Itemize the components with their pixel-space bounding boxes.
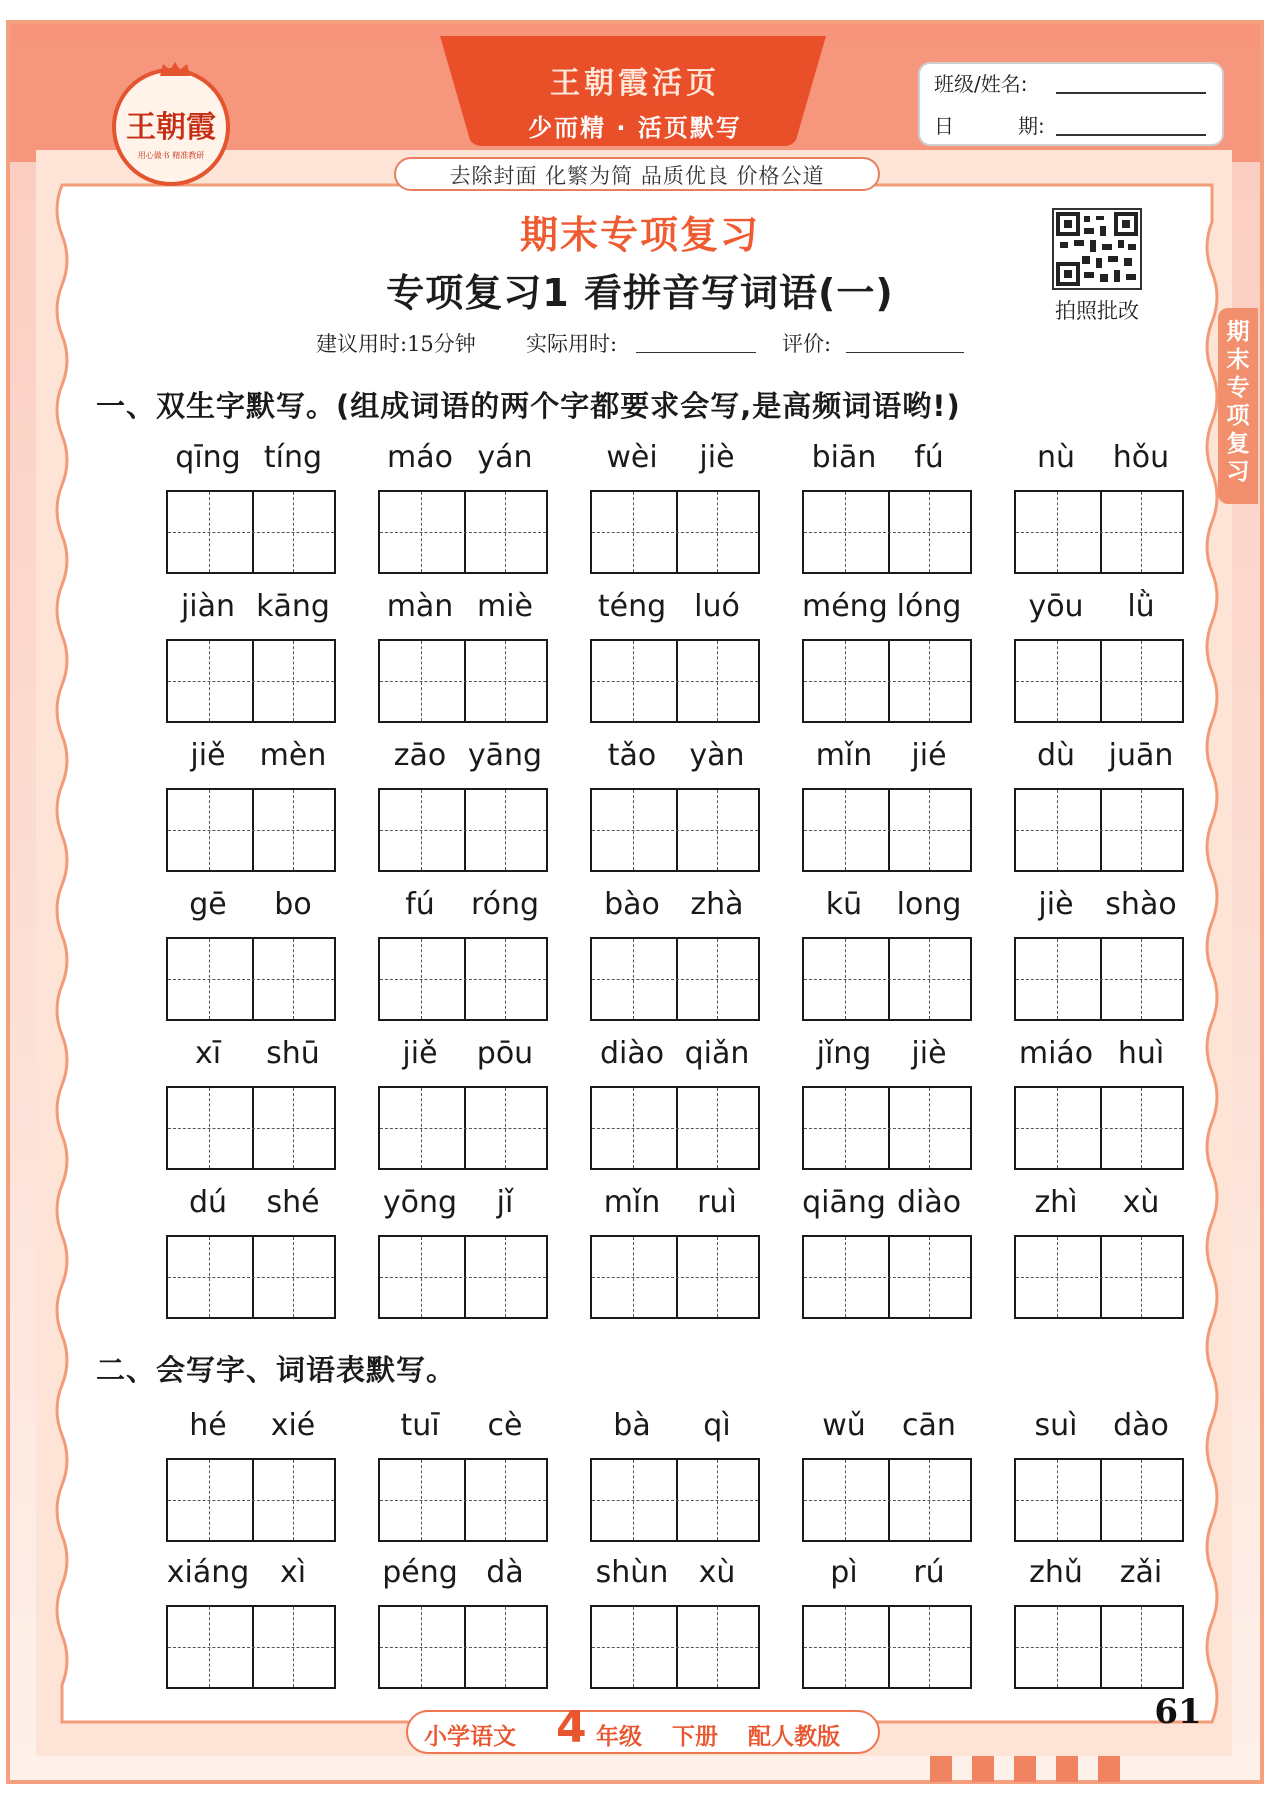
pinyin-row (1014, 887, 1184, 923)
pinyin-row (802, 1185, 972, 1221)
grid-guide-line (168, 830, 334, 831)
pinyin-syllable: juān (1108, 738, 1174, 773)
pinyin-syllable: téng (597, 589, 667, 624)
pinyin-syllable: xié (270, 1408, 316, 1443)
pinyin-syllable: wǔ (822, 1408, 866, 1443)
qr-caption: 拍照批改 (1055, 299, 1139, 323)
grid-guide-line (1016, 1500, 1182, 1501)
writing-boxes[interactable] (166, 788, 336, 872)
writing-boxes[interactable] (802, 788, 972, 872)
pinyin-syllable: biān (811, 440, 877, 475)
pinyin-syllable: wèi (606, 440, 658, 475)
pinyin-syllable: cè (487, 1408, 523, 1443)
grid-guide-line (804, 830, 970, 831)
grid-guide-line (592, 532, 758, 533)
pinyin-syllable: lóng (896, 589, 962, 624)
pinyin-syllable: shū (266, 1036, 320, 1071)
writing-boxes[interactable] (802, 1086, 972, 1170)
pinyin-row (378, 738, 548, 774)
tagline: 去除封面 化繁为简 品质优良 价格公道 (449, 164, 825, 188)
pinyin-row (378, 440, 548, 476)
writing-boxes[interactable] (378, 1235, 548, 1319)
pinyin-syllable: zhì (1034, 1185, 1078, 1220)
pinyin-syllable: shùn (595, 1555, 669, 1590)
grid-guide-line (592, 1500, 758, 1501)
pinyin-row (802, 589, 972, 625)
pinyin-syllable: bào (604, 887, 660, 922)
grid-guide-line (168, 532, 334, 533)
pinyin-syllable: qiāng (802, 1185, 886, 1220)
pinyin-row (166, 1036, 336, 1072)
pinyin-syllable: yàn (689, 738, 745, 773)
pinyin-syllable: jié (911, 738, 947, 773)
pinyin-syllable: xì (279, 1555, 307, 1590)
pinyin-syllable: jǐ (496, 1185, 514, 1220)
pinyin-syllable: diào (599, 1036, 665, 1071)
grid-guide-line (804, 681, 970, 682)
pinyin-row (378, 1408, 548, 1444)
grid-guide-line (1016, 681, 1182, 682)
writing-boxes[interactable] (590, 1235, 760, 1319)
pinyin-syllable: fú (914, 440, 944, 475)
pinyin-row (378, 1185, 548, 1221)
pinyin-syllable: xiáng (166, 1555, 250, 1590)
pinyin-syllable: zhà (690, 887, 744, 922)
pinyin-syllable: zhǔ (1029, 1555, 1083, 1590)
grid-guide-line (168, 1277, 334, 1278)
writing-boxes[interactable] (166, 1605, 336, 1689)
pinyin-syllable: xī (194, 1036, 222, 1071)
grid-guide-line (592, 1128, 758, 1129)
writing-boxes[interactable] (802, 639, 972, 723)
pinyin-syllable: zǎi (1119, 1555, 1163, 1590)
writing-boxes[interactable] (802, 1605, 972, 1689)
pinyin-row (378, 1555, 548, 1591)
pinyin-syllable: hé (189, 1408, 227, 1443)
evaluation-field[interactable] (846, 352, 964, 353)
pinyin-row (1014, 440, 1184, 476)
grid-guide-line (592, 681, 758, 682)
writing-boxes[interactable] (378, 788, 548, 872)
pinyin-syllable: suì (1034, 1408, 1078, 1443)
date-label-2: 期: (1018, 114, 1045, 138)
grid-guide-line (592, 830, 758, 831)
grid-guide-line (1016, 979, 1182, 980)
pinyin-syllable: jiè (911, 1036, 947, 1071)
writing-boxes[interactable] (802, 490, 972, 574)
pinyin-syllable: màn (386, 589, 454, 624)
pinyin-syllable: mǐn (815, 738, 873, 773)
grid-guide-line (380, 681, 546, 682)
writing-boxes[interactable] (378, 639, 548, 723)
grid-guide-line (1016, 830, 1182, 831)
pinyin-syllable: ruì (697, 1185, 737, 1220)
pinyin-syllable: dú (188, 1185, 228, 1220)
pinyin-syllable: jiě (190, 738, 226, 773)
footer-edition: 配人教版 (748, 1724, 840, 1750)
pinyin-row (378, 887, 548, 923)
pinyin-row (1014, 1185, 1184, 1221)
pinyin-syllable: kū (825, 887, 863, 922)
pinyin-row (166, 440, 336, 476)
writing-boxes[interactable] (1014, 788, 1184, 872)
grid-guide-line (380, 1647, 546, 1648)
writing-boxes[interactable] (378, 490, 548, 574)
pinyin-syllable: tǎo (607, 738, 657, 773)
pinyin-syllable: miáo (1018, 1036, 1094, 1071)
page-number: 61 (1154, 1692, 1202, 1732)
class-name-field[interactable] (1056, 92, 1206, 94)
suggested-time: 建议用时:15分钟 (316, 332, 476, 356)
pinyin-syllable: kāng (256, 589, 330, 624)
writing-boxes[interactable] (1014, 1458, 1184, 1542)
pinyin-row (166, 887, 336, 923)
pinyin-row (166, 589, 336, 625)
pinyin-syllable: dào (1113, 1408, 1169, 1443)
writing-boxes[interactable] (378, 1605, 548, 1689)
writing-boxes[interactable] (166, 937, 336, 1021)
qr-code-icon[interactable] (1052, 208, 1142, 290)
grid-guide-line (804, 1128, 970, 1129)
pinyin-syllable: gē (189, 887, 227, 922)
writing-boxes[interactable] (1014, 639, 1184, 723)
footer-volume: 下册 (672, 1724, 718, 1750)
pinyin-row (1014, 738, 1184, 774)
pinyin-syllable: cān (902, 1408, 956, 1443)
pinyin-syllable: dù (1036, 738, 1076, 773)
date-label-1: 日 (934, 114, 954, 138)
pinyin-syllable: fú (405, 887, 435, 922)
brand-name: 王朝霞活页 (550, 66, 720, 101)
main-title: 期末专项复习 (519, 213, 760, 257)
grid-guide-line (592, 1647, 758, 1648)
grid-guide-line (592, 979, 758, 980)
pinyin-syllable: yāng (467, 738, 543, 773)
pinyin-row (378, 589, 548, 625)
actual-time-label: 实际用时: (526, 332, 618, 356)
grid-guide-line (380, 1277, 546, 1278)
pinyin-syllable: qīng (175, 440, 241, 475)
pinyin-row (166, 738, 336, 774)
pinyin-syllable: tuī (400, 1408, 440, 1443)
date-field[interactable] (1056, 134, 1206, 136)
logo-text: 王朝霞 (126, 110, 216, 145)
grid-guide-line (380, 830, 546, 831)
writing-boxes[interactable] (590, 490, 760, 574)
pinyin-syllable: yōu (1028, 589, 1084, 624)
writing-boxes[interactable] (166, 639, 336, 723)
pinyin-syllable: jiè (1038, 887, 1074, 922)
pinyin-row (590, 1185, 760, 1221)
pinyin-row (1014, 1555, 1184, 1591)
writing-boxes[interactable] (166, 490, 336, 574)
brand-slogan: 少而精 · 活页默写 (528, 114, 742, 142)
grid-guide-line (380, 1500, 546, 1501)
pinyin-syllable: yán (477, 440, 533, 475)
grid-guide-line (168, 1647, 334, 1648)
pinyin-row (802, 1408, 972, 1444)
grid-guide-line (168, 1500, 334, 1501)
grid-guide-line (804, 1500, 970, 1501)
grid-guide-line (1016, 1277, 1182, 1278)
pinyin-syllable: xù (1122, 1185, 1160, 1220)
writing-boxes[interactable] (166, 1458, 336, 1542)
pinyin-syllable: nù (1036, 440, 1076, 475)
pinyin-syllable: pōu (476, 1036, 534, 1071)
pinyin-row (378, 1036, 548, 1072)
footer-grade-label: 年级 (596, 1724, 642, 1750)
writing-boxes[interactable] (590, 1086, 760, 1170)
pinyin-syllable: lǜ (1127, 589, 1155, 624)
writing-boxes[interactable] (590, 788, 760, 872)
logo-subtext: 用心做书 精准教研 (137, 151, 205, 160)
pinyin-row (802, 887, 972, 923)
grid-guide-line (804, 979, 970, 980)
section-1-title: 一、双生字默写。(组成词语的两个字都要求会写,是高频词语哟!) (96, 389, 961, 423)
pinyin-syllable: jiàn (180, 589, 236, 624)
grid-guide-line (1016, 1128, 1182, 1129)
pinyin-syllable: jiè (699, 440, 735, 475)
writing-boxes[interactable] (1014, 1605, 1184, 1689)
pinyin-syllable: diào (896, 1185, 962, 1220)
grid-guide-line (804, 532, 970, 533)
footer-subject: 小学语文 (424, 1724, 516, 1750)
pinyin-row (802, 1555, 972, 1591)
pinyin-row (802, 1036, 972, 1072)
pinyin-syllable: bo (274, 887, 312, 922)
sub-title: 专项复习1 看拼音写词语(一) (386, 271, 894, 315)
writing-boxes[interactable] (1014, 1086, 1184, 1170)
pinyin-syllable: miè (476, 589, 533, 624)
pinyin-syllable: rú (913, 1555, 945, 1590)
pinyin-row (590, 738, 760, 774)
pinyin-syllable: huì (1117, 1036, 1165, 1071)
actual-time-field[interactable] (636, 352, 756, 353)
pinyin-row (166, 1555, 336, 1591)
pinyin-row (166, 1408, 336, 1444)
pinyin-row (1014, 1408, 1184, 1444)
crown-icon (158, 60, 192, 78)
writing-boxes[interactable] (1014, 490, 1184, 574)
grid-guide-line (380, 532, 546, 533)
pinyin-syllable: shé (266, 1185, 320, 1220)
pinyin-row (802, 738, 972, 774)
pinyin-syllable: long (896, 887, 962, 922)
pinyin-syllable: máo (387, 440, 453, 475)
pinyin-row (166, 1185, 336, 1221)
writing-boxes[interactable] (378, 937, 548, 1021)
writing-boxes[interactable] (590, 639, 760, 723)
writing-boxes[interactable] (590, 1605, 760, 1689)
grid-guide-line (804, 1277, 970, 1278)
grid-guide-line (380, 979, 546, 980)
pinyin-syllable: mǐn (603, 1185, 661, 1220)
pinyin-syllable: tíng (263, 440, 323, 475)
evaluation-label: 评价: (782, 332, 832, 356)
pinyin-syllable: péng (382, 1555, 458, 1590)
writing-boxes[interactable] (1014, 1235, 1184, 1319)
pinyin-syllable: jiě (402, 1036, 438, 1071)
side-tab-label: 期末专项复习 (1226, 319, 1250, 485)
pinyin-syllable: zāo (393, 738, 447, 773)
pinyin-syllable: róng (470, 887, 540, 922)
pinyin-syllable: qì (703, 1408, 731, 1443)
pinyin-syllable: xù (698, 1555, 736, 1590)
writing-boxes[interactable] (802, 937, 972, 1021)
pinyin-row (590, 440, 760, 476)
pinyin-syllable: dà (486, 1555, 524, 1590)
pinyin-syllable: luó (694, 589, 740, 624)
pinyin-row (802, 440, 972, 476)
grid-guide-line (1016, 532, 1182, 533)
grid-guide-line (1016, 1647, 1182, 1648)
pinyin-row (590, 1555, 760, 1591)
class-name-label: 班级/姓名: (934, 72, 1028, 96)
writing-boxes[interactable] (378, 1086, 548, 1170)
pinyin-row (1014, 1036, 1184, 1072)
pinyin-row (590, 589, 760, 625)
pinyin-syllable: méng (802, 589, 888, 624)
grid-guide-line (804, 1647, 970, 1648)
pinyin-row (590, 1408, 760, 1444)
writing-boxes[interactable] (590, 937, 760, 1021)
pinyin-syllable: pì (830, 1555, 858, 1590)
footer-grade-number: 4 (556, 1702, 587, 1753)
writing-boxes[interactable] (590, 1458, 760, 1542)
grid-guide-line (168, 681, 334, 682)
writing-boxes[interactable] (166, 1086, 336, 1170)
pinyin-syllable: mèn (259, 738, 327, 773)
grid-guide-line (168, 979, 334, 980)
writing-boxes[interactable] (166, 1235, 336, 1319)
writing-boxes[interactable] (802, 1235, 972, 1319)
writing-boxes[interactable] (1014, 937, 1184, 1021)
pinyin-syllable: jǐng (816, 1036, 872, 1071)
grid-guide-line (168, 1128, 334, 1129)
pinyin-syllable: shào (1105, 887, 1177, 922)
pinyin-syllable: qiǎn (684, 1036, 750, 1071)
writing-boxes[interactable] (378, 1458, 548, 1542)
pinyin-row (590, 1036, 760, 1072)
pinyin-row (1014, 589, 1184, 625)
pinyin-syllable: yōng (382, 1185, 458, 1220)
grid-guide-line (592, 1277, 758, 1278)
section-2-title: 二、会写字、词语表默写。 (96, 1353, 457, 1387)
writing-boxes[interactable] (802, 1458, 972, 1542)
grid-guide-line (380, 1128, 546, 1129)
pinyin-syllable: hǒu (1112, 440, 1170, 475)
pinyin-row (590, 887, 760, 923)
pinyin-syllable: bà (613, 1408, 651, 1443)
